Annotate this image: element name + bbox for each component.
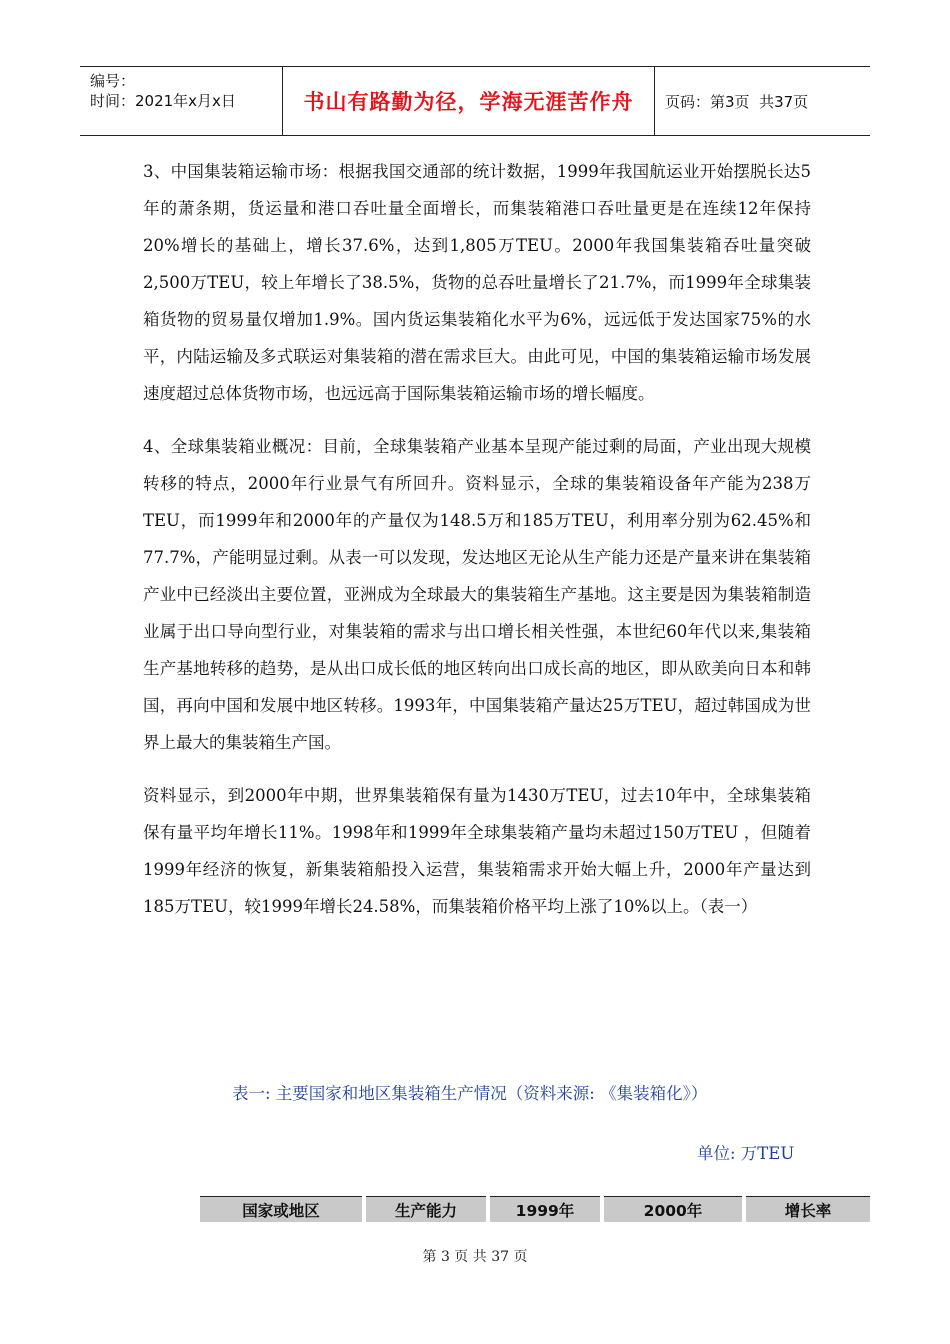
paragraph-inventory: 资料显示，到2000年中期，世界集装箱保有量为1430万TEU，过去10年中，全球集装箱保有量平均年增长11%。1998年和1999年全球集装箱产量均未超过150万TEU ，但随着1999年经济的恢复，新集装箱船投入运营，集装箱需求开始大幅上升，2000年产量达到185万TEU，较1999年增长24.58%，而集装箱价格平均上涨了10%以上。（表一） xyxy=(143,786,811,916)
time-label: 时间：2021年x月x日 xyxy=(90,92,236,110)
table-unit: 单位: 万TEU xyxy=(697,1144,795,1163)
header-meta xyxy=(80,67,283,135)
page-header xyxy=(80,66,870,136)
page-info-text: 页码：第3页 共37页 xyxy=(665,92,809,111)
column-header-region: 国家或地区 xyxy=(200,1196,362,1222)
header-page-info xyxy=(655,67,870,135)
column-header-growth: 增长率 xyxy=(746,1196,870,1222)
column-header-capacity: 生产能力 xyxy=(366,1196,486,1222)
number-label: 编号： xyxy=(90,72,136,90)
paragraph-china-market: 3、中国集装箱运输市场：根据我国交通部的统计数据，1999年我国航运业开始摆脱长达5年的萧条期，货运量和港口吞吐量全面增长，而集装箱港口吞吐量更是在连续12年保持20%增长的基础上，增长37.6%，达到1,805万TEU。2000年我国集装箱吞吐量突破2,500万TEU，较上年增长了38.5%，货物的总吞吐量增长了21.7%，而1999年全球集装箱货物的贸易量仅增加1.9%。国内货运集装箱化水平为6%，远远低于发达国家75%的水平，内陆运输及多式联运对集装箱的潜在需求巨大。由此可见，中国的集装箱运输市场发展速度超过总体货物市场，也远远高于国际集装箱运输市场的增长幅度。 xyxy=(143,162,811,403)
paragraph-global-overview: 4、全球集装箱业概况：目前，全球集装箱产业基本呈现产能过剩的局面，产业出现大规模转移的特点，2000年行业景气有所回升。资料显示，全球的集装箱设备年产能为238万TEU，而1999年和2000年的产量仅为148.5万和185万TEU，利用率分别为62.45%和77.7%，产能明显过剩。从表一可以发现，发达地区无论从生产能力还是产量来讲在集装箱产业中已经淡出主要位置，亚洲成为全球最大的集装箱生产基地。这主要是因为集装箱制造业属于出口导向型行业，对集装箱的需求与出口增长相关性强，本世纪60年代以来,集装箱生产基地转移的趋势，是从出口成长低的地区转向出口成长高的地区，即从欧美向日本和韩国，再向中国和发展中地区转移。1993年，中国集装箱产量达25万TEU，超过韩国成为世界上最大的集装箱生产国。 xyxy=(143,437,811,752)
body-content xyxy=(143,153,811,941)
table-caption: 表一: 主要国家和地区集装箱生产情况（资料来源: 《集装箱化》） xyxy=(232,1084,708,1103)
production-table-header xyxy=(200,1196,870,1222)
page-footer: 第 3 页 共 37 页 xyxy=(422,1249,528,1265)
header-motto: 书山有路勤为径，学海无涯苦作舟 xyxy=(283,67,655,135)
column-header-1999: 1999年 xyxy=(490,1196,600,1222)
column-header-2000: 2000年 xyxy=(604,1196,742,1222)
